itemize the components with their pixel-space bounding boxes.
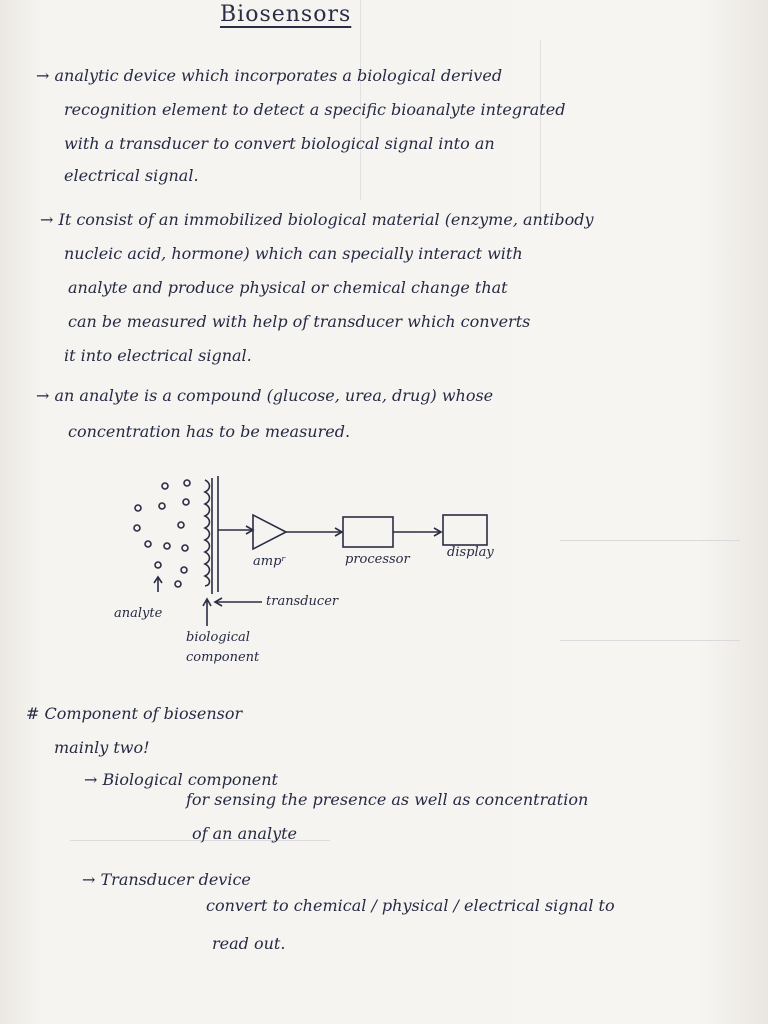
components-heading: # Component of biosensor: [26, 704, 243, 723]
component-item-transducer: → Transducer device: [82, 870, 251, 889]
analyte-dot: [164, 543, 170, 549]
processor-label: processor: [345, 552, 410, 567]
processor-box: [343, 517, 393, 547]
component-item-biological: → Biological component: [84, 770, 278, 789]
transducer-label: transducer: [266, 594, 339, 609]
analyte-dot: [155, 562, 161, 568]
display-box: [443, 515, 487, 545]
component-item-desc: convert to chemical / physical / electrical signal to: [206, 896, 615, 915]
analyte-dot: [182, 545, 188, 551]
amplifier-triangle: [253, 515, 286, 549]
analyte-dot: [183, 499, 189, 505]
consists-line: nucleic acid, hormone) which can specially interact with: [64, 244, 523, 263]
component-item-desc: of an analyte: [192, 824, 298, 843]
analyte-dot: [134, 525, 140, 531]
consists-line: → It consist of an immobilized biological material (enzyme, antibody: [40, 210, 594, 229]
analyte-dot: [145, 541, 151, 547]
biological-component-label: component: [186, 650, 260, 665]
analyte-dot: [159, 503, 165, 509]
amplifier-label: ampʳ: [253, 554, 286, 569]
definition-line: with a transducer to convert biological signal into an: [64, 134, 495, 153]
analyte-dot: [181, 567, 187, 573]
consists-line: it into electrical signal.: [64, 346, 252, 365]
definition-line: → analytic device which incorporates a biological derived: [36, 66, 503, 85]
biological-component-layer: [205, 480, 210, 586]
definition-line: electrical signal.: [64, 166, 199, 185]
biological-component-label: biological: [186, 630, 250, 645]
components-subheading: mainly two!: [54, 738, 150, 757]
page-title: Biosensors: [220, 2, 352, 27]
component-item-desc: for sensing the presence as well as concentration: [186, 790, 589, 809]
analyte-dot: [184, 480, 190, 486]
definition-line: recognition element to detect a specific bioanalyte integrated: [64, 100, 566, 119]
analyte-dot: [175, 581, 181, 587]
analyte-line: → an analyte is a compound (glucose, urea, drug) whose: [36, 386, 494, 405]
consists-line: can be measured with help of transducer which converts: [68, 312, 531, 331]
component-item-desc: read out.: [212, 934, 286, 953]
consists-line: analyte and produce physical or chemical change that: [68, 278, 508, 297]
analyte-dot: [178, 522, 184, 528]
display-label: display: [447, 545, 494, 560]
analyte-label: analyte: [114, 606, 163, 621]
analyte-line: concentration has to be measured.: [68, 422, 351, 441]
analyte-dot: [162, 483, 168, 489]
analyte-dot: [135, 505, 141, 511]
